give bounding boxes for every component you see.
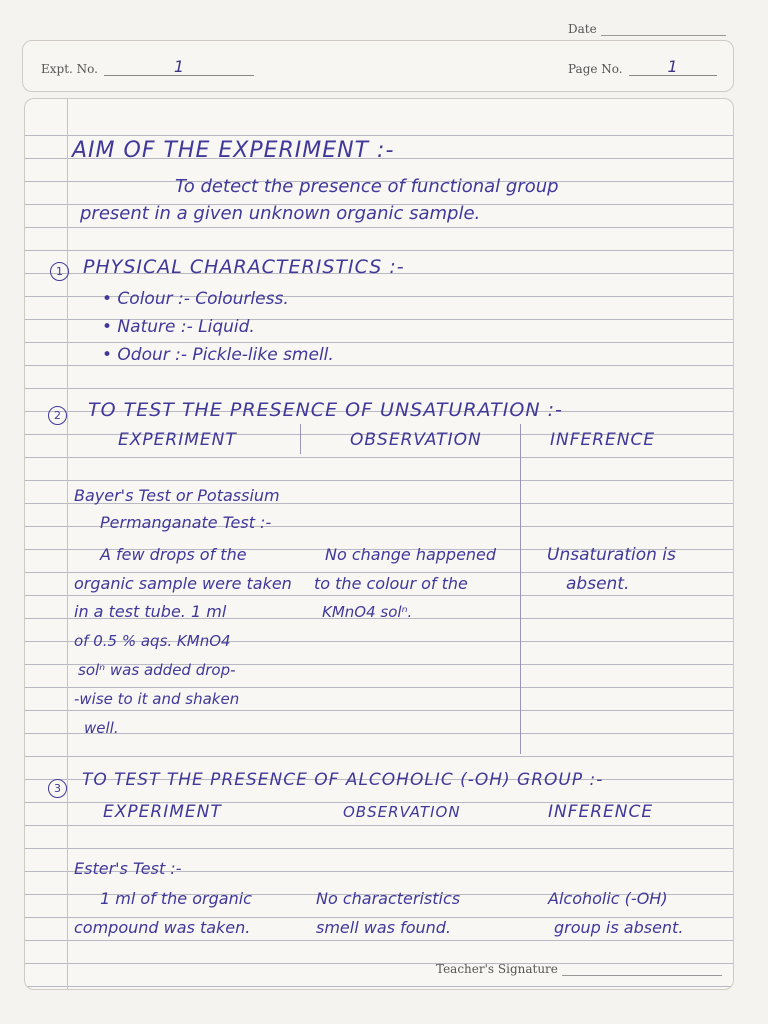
expt-no-value: 1 <box>104 59 254 76</box>
column-header-observation: OBSERVATION <box>343 803 461 821</box>
page-no-label: Page No. <box>568 62 623 76</box>
teacher-signature-label: Teacher's Signature <box>436 962 558 976</box>
experiment-line: -wise to it and shaken <box>74 690 240 708</box>
inference-line: absent. <box>566 574 630 594</box>
aim-title: AIM OF THE EXPERIMENT :- <box>72 138 395 163</box>
observation-line: No change happened <box>325 545 497 564</box>
test-name: Ester's Test :- <box>74 859 182 878</box>
date-line <box>601 23 726 36</box>
date-field <box>568 22 726 36</box>
column-divider <box>300 424 301 454</box>
column-divider <box>520 424 521 754</box>
section-title: PHYSICAL CHARACTERISTICS :- <box>83 256 405 278</box>
teacher-signature-field <box>436 962 722 976</box>
signature-line <box>562 963 722 976</box>
column-header-inference: INFERENCE <box>550 430 656 450</box>
expt-no-label: Expt. No. <box>41 62 98 76</box>
characteristic-item: • Colour :- Colourless. <box>102 289 289 309</box>
observation-line: smell was found. <box>316 918 451 937</box>
column-header-inference: INFERENCE <box>548 802 654 822</box>
page-no-field <box>568 59 717 76</box>
page-no-value: 1 <box>629 59 717 76</box>
column-header-experiment: EXPERIMENT <box>118 430 237 450</box>
inference-line: group is absent. <box>554 918 684 937</box>
characteristic-item: • Nature :- Liquid. <box>102 317 255 337</box>
test-name: Bayer's Test or Potassium <box>74 486 280 505</box>
inference-line: Alcoholic (-OH) <box>548 889 668 908</box>
experiment-line: solⁿ was added drop- <box>78 661 236 679</box>
date-label: Date <box>568 22 597 36</box>
column-header-experiment: EXPERIMENT <box>103 802 222 822</box>
aim-line: present in a given unknown organic sample. <box>80 203 481 224</box>
experiment-line: of 0.5 % aqs. KMnO4 <box>74 632 231 650</box>
experiment-line: well. <box>84 719 119 737</box>
experiment-line: compound was taken. <box>74 918 251 937</box>
section-number-badge: 2 <box>48 406 67 425</box>
section-number-badge: 3 <box>48 779 67 798</box>
test-name: Permanganate Test :- <box>100 513 272 532</box>
page-header-box <box>22 40 734 92</box>
experiment-line: organic sample were taken <box>74 574 292 593</box>
experiment-line: A few drops of the <box>100 545 247 564</box>
section-title: TO TEST THE PRESENCE OF UNSATURATION :- <box>88 399 563 421</box>
experiment-line: 1 ml of the organic <box>100 889 252 908</box>
observation-line: KMnO4 solⁿ. <box>322 603 413 621</box>
characteristic-item: • Odour :- Pickle-like smell. <box>102 345 334 365</box>
observation-line: No characteristics <box>316 889 461 908</box>
section-title: TO TEST THE PRESENCE OF ALCOHOLIC (-OH) GROUP :- <box>82 770 604 790</box>
section-number-badge: 1 <box>50 262 69 281</box>
margin-line <box>67 99 68 989</box>
experiment-line: in a test tube. 1 ml <box>74 602 227 621</box>
aim-line: To detect the presence of functional group <box>175 176 559 197</box>
column-header-observation: OBSERVATION <box>350 430 482 450</box>
observation-line: to the colour of the <box>314 574 468 593</box>
inference-line: Unsaturation is <box>547 545 676 565</box>
expt-no-field <box>41 59 254 76</box>
